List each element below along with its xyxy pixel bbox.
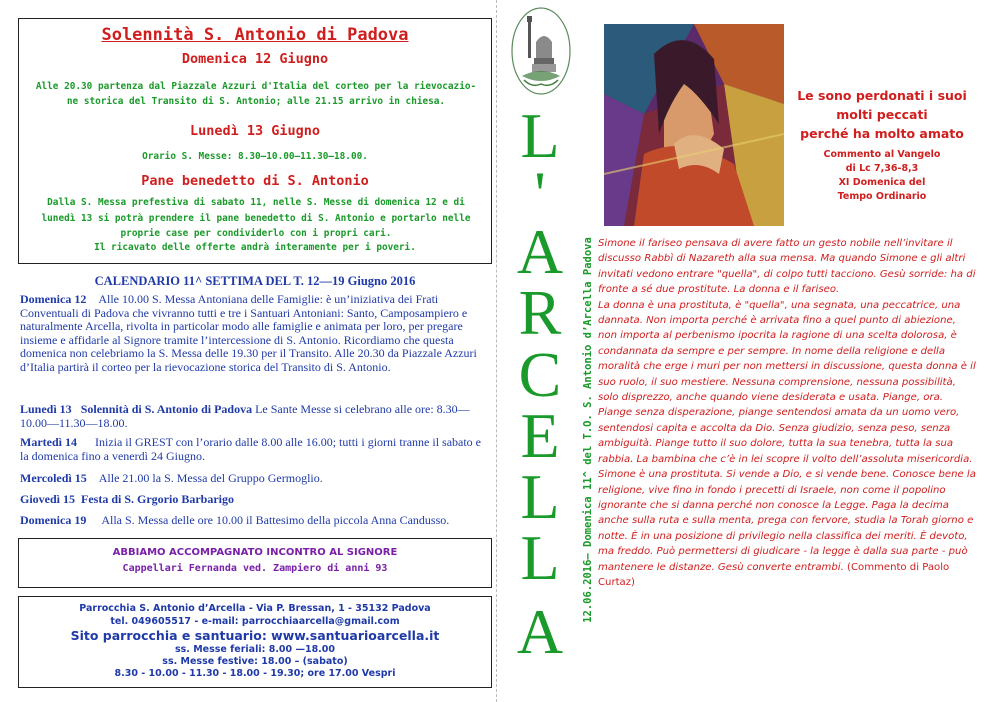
weekday-masses: ss. Messe feriali: 8.00 —18.00 [174,644,336,655]
calendar-text: Alle 10.00 S. Messa Antoniana delle Famiglie: è un’iniziativa dei Frati Conventuali di Padova che vivranno tutti e tre i Santuari Antoniani: Santo, Camposampiero e naturalmente Arcella, rivolta in particolar modo alle famiglie e animata per loro, per pregare insieme e affidarle al Signore tramite l’intercessione di S. Antonio. Ricordiamo che questa domenica non celebriamo la S. Messa delle 19.30 per il Transito. Alle 20.30 da Piazzale Azzuri d’Italia partirà il corteo per la rievocazione storica del Transito di S. Antonio. [20,292,477,374]
monday-heading: Lunedì 13 Giugno [189,123,321,139]
calendar-day: Domenica 19 [20,513,87,527]
masthead-letter: L [520,522,560,593]
obituary-heading: ABBIAMO ACCOMPAGNATO INCONTRO AL SIGNORE [112,547,398,558]
calendar-entry [20,403,488,430]
commentary-text: Simone è una prostituta. Si vende a Dio, e si vende bene. Conosce bene la religione, vive fino in fondo i precetti di Israele, non come il popolino ignorante che si danna perché non conosce la Legge. Paga la decima anche sulla ruta e sulla menta, prega con fervore, studia la Torah giorno e notte. È in una posizione di privilegio nella classifica dei meriti. È devoto, ma freddo. Può permettersi di giudicare - la legge è dalla sua parte - può mantenere le distanze. Gesù converte entrambi. [598,469,976,573]
calendar-entry [20,472,488,486]
commentary-credit: (Commento di Paolo Curtaz) [598,561,950,588]
church-logo-icon [510,6,572,96]
offering-text: Il ricavato delle offerte andrà interamente per i poveri. [94,242,416,253]
gospel-title [786,86,978,143]
bread-text-line: Dalla S. Messa prefestiva di sabato 11, nelle S. Messe di domenica 12 e di [47,197,465,208]
sunday-heading: Domenica 12 Giugno [181,51,329,67]
calendar-text: Alla S. Messa delle ore 10.00 il Battesimo della piccola Anna Candusso. [101,513,450,527]
holiday-mass-times: 8.30 - 10.00 - 11.30 - 18.00 - 19.30; ore 17.00 Vespri [114,668,396,679]
commentary-paragraph: Simone il fariseo pensava di avere fatto un gesto nobile nell’invitare il discusso Rabbì di Nazareth alla sua mensa. Ma quando Simone e gli altri invitati vedono entrare "quella", di colpo tutti tacciono. Gesù sorride: ha di fronte a sé due prostitute. La donna e il fariseo. [598,238,976,296]
obituary-name: Cappellari Fernanda ved. Zampiero di anni 93 [122,563,388,574]
calendar-event: Festa di S. Grgorio Barbarigo [81,492,235,506]
masthead-letter: A [516,216,564,287]
bread-text-line: lunedì 13 si potrà prendere il pane benedetto di S. Antonio e portarlo nelle [41,212,471,224]
calendar-text: Alle 21.00 la S. Messa del Gruppo Germoglio. [98,471,323,485]
calendar-entry [20,493,488,507]
calendar-text: Le Sante Messe si celebrano alle ore: 8.30—10.00—11.30—18.00. [20,402,470,430]
masthead-letter: A [516,596,564,667]
masthead-letter: E [520,400,560,471]
sunday-text-line: ne storica del Transito di S. Antonio; alle 21.15 arrivo in chiesa. [66,96,446,107]
sunday-text [27,79,485,109]
gospel-title-line: perché ha molto amato [800,126,964,141]
commentary-paragraph: La donna è una prostituta, è "quella", una segnata, una peccatrice, una dannata. Non importa perché è arrivata fino a quel punto di abiezione, non importa al perbenismo ipocrita la ragione di una scelta dolorosa, è condannata da sempre e per sempre. In nome della religione e della moralità che erge i muri per non mettersi in discussione, questa donna è il suo ruolo, il suo mestiere. Nessuna comprensione, nessuna possibilità, solo disprezzo, anche quando viene desiderata e usata. Piange, ora. Piange senza disperazione, piange sentendosi amata da un uomo vero, sentendosi capita e accolta da Dio. Senza giudizio, senza peso, senza ambiguità. Piange tutto il suo dolore, tutta la sua tenebra, tutta la sua rabbia. La bambina che c’è in lei scopre il volto dell’assoluta misericordia. [598,299,976,465]
bread-text [27,195,485,242]
gospel-subtitle [786,148,978,204]
masthead-letter: L [520,100,560,171]
calendar-day: Domenica 12 [20,292,87,306]
gospel-subtitle-line: Commento al Vangelo [823,149,941,160]
gospel-commentary [598,236,978,590]
parish-contact: tel. 049605517 - e-mail: parrocchiaarcella@gmail.com [110,616,400,627]
masthead-letter: L [520,461,560,532]
solemnity-box [18,18,492,264]
masthead-letter: R [518,277,562,348]
masthead-letter: ' [534,158,546,229]
gospel-painting [604,24,784,226]
obituary-box [18,538,492,588]
calendar-day: Lunedì 13 [20,402,72,416]
parish-website: Sito parrocchia e santuario: www.santuarioarcella.it [70,628,440,643]
gospel-subtitle-line: XI Domenica del [838,177,926,188]
bread-text-line: proprie case per condividerlo con i propri cari. [120,228,392,239]
calendar-text: Inizia il GREST con l’orario dalle 8.00 alle 16.00; tutti i giorni tranne il sabato e la domenica fino a venerdì 24 Giugno. [20,435,482,463]
calendar-entry [20,293,488,374]
bread-heading: Pane benedetto di S. Antonio [141,173,369,189]
monday-text: Orario S. Messe: 8.30—10.00—11.30—18.00. [142,151,368,162]
masthead-vertical-caption [582,190,596,670]
sunday-text-line: Alle 20.30 partenza dal Piazzale Azzuri d'Italia del corteo per la rievocazio- [35,81,477,92]
gospel-title-line: molti peccati [836,107,928,122]
parish-info-box [18,596,492,688]
calendar-title: CALENDARIO 11^ SETTIMA DEL T. 12—19 Giugno 2016 [94,274,416,288]
calendar-day: Giovedì 15 [20,492,76,506]
calendar-event: Solennità di S. Antonio di Padova [80,402,253,416]
solemnity-title: Solennità S. Antonio di Padova [101,25,409,45]
masthead-date-line: 12.06.2016— Domenica 11^ del T.O. S. Antonio d’Arcella Padova [582,237,594,623]
calendar-day: Martedì 14 [20,435,77,449]
calendar-entry [20,436,488,463]
holiday-masses: ss. Messe festive: 18.00 – (sabato) [162,656,348,667]
calendar-entry [20,514,488,528]
parish-address: Parrocchia S. Antonio d’Arcella - Via P. Bressan, 1 - 35132 Padova [79,603,431,614]
gospel-subtitle-line: di Lc 7,36-8,3 [845,163,919,174]
gospel-title-line: Le sono perdonati i suoi [797,88,967,103]
commentary-paragraph [598,467,978,590]
gospel-subtitle-line: Tempo Ordinario [837,191,927,202]
masthead-letter: C [518,339,562,410]
calendar-day: Mercoledì 15 [20,471,87,485]
page-fold-divider [496,0,497,702]
